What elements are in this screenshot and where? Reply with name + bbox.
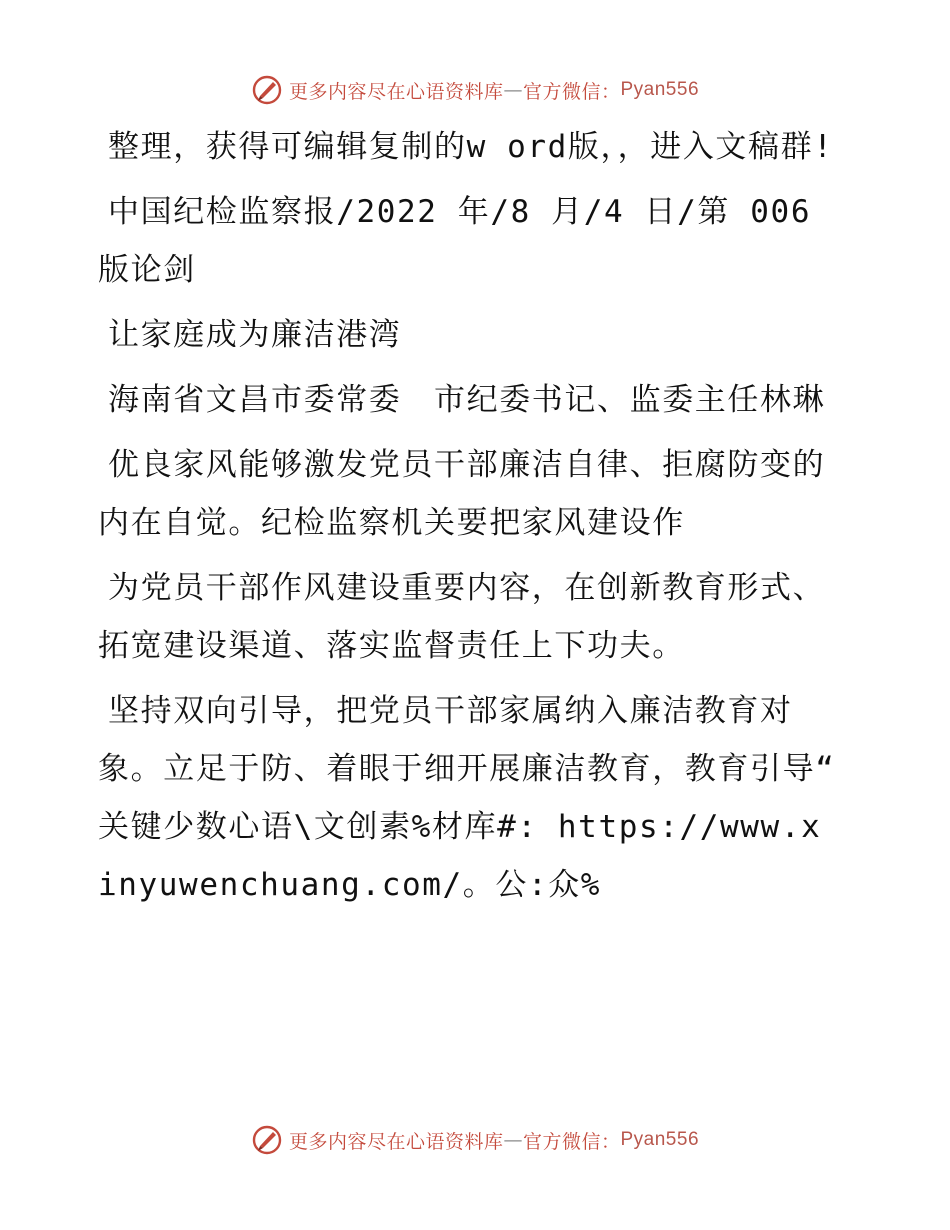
watermark-wechat-id: Pyan556 <box>620 1129 700 1150</box>
article-title: 让家庭成为廉洁港湾 <box>108 317 402 353</box>
paragraph-body-3: 坚持双向引导，把党员干部家属纳入廉洁教育对象。立足于防、着眼于细开展廉洁教育，教育引导“ 关键少数心语\文创素%材库#: https://www.xinyuwenchuang.com/。公:众% <box>98 693 836 903</box>
paragraph-intro: 整理，获得可编辑复制的w ord版，，进入文稿群! <box>108 129 834 165</box>
document-body <box>98 118 838 921</box>
paragraph-body-1: 优良家风能够激发党员干部廉洁自律、拒腐防变的内在自觉。纪检监察机关要把家风建设作 <box>98 447 826 541</box>
footer-watermark <box>0 1120 950 1160</box>
brush-logo-icon <box>251 74 283 106</box>
paragraph-body-2: 为党员干部作风建设重要内容，在创新教育形式、拓宽建设渠道、落实监督责任上下功夫。 <box>98 570 826 664</box>
watermark-separator: — <box>503 1129 523 1151</box>
watermark-wechat-label: 官方微信： <box>522 1130 621 1153</box>
paragraph-source: 中国纪检监察报/2022 年/8 月/4 日/第 006 版论剑 <box>98 194 812 288</box>
article-author: 海南省文昌市委常委 市纪委书记、监委主任林琳 <box>108 382 826 418</box>
header-watermark <box>0 70 950 110</box>
brush-logo-icon <box>251 1124 283 1156</box>
watermark-text: 更多内容尽在心语资料库 <box>288 1130 504 1153</box>
watermark-wechat-label: 官方微信： <box>522 80 621 103</box>
watermark-separator: — <box>503 79 523 101</box>
watermark-text: 更多内容尽在心语资料库 <box>288 80 504 103</box>
watermark-wechat-id: Pyan556 <box>620 79 700 100</box>
